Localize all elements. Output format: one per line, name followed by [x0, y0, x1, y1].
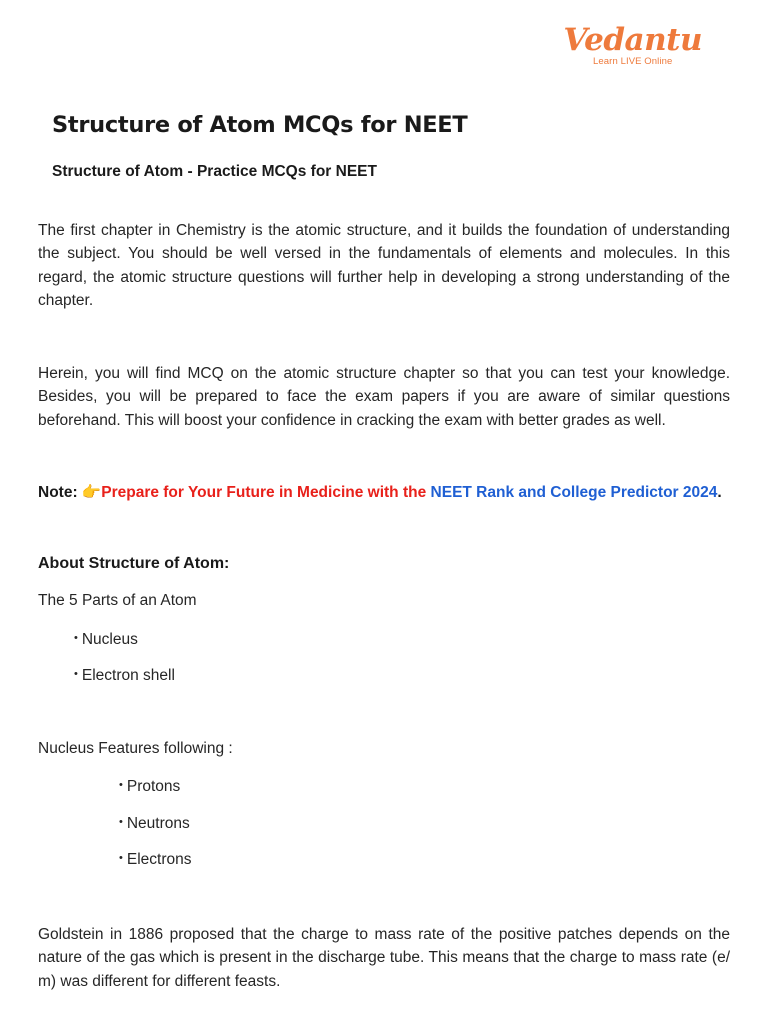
list-item-text: Electrons [126, 851, 192, 868]
list-item-text: Nucleus [81, 631, 138, 648]
note-period: . [717, 484, 722, 501]
nucleus-label: Nucleus Features following : [38, 740, 233, 757]
intro-paragraph: The first chapter in Chemistry is the atomic structure, and it builds the foundation of understanding the subject. You should be well versed in the fundamentals of elements and molecules. In this regard, the atomic structure questions will further help in developing a strong understanding of the chapter. [38, 222, 730, 309]
list-item-text: Neutrons [126, 815, 190, 832]
bullet-icon: • [119, 816, 123, 828]
about-heading: About Structure of Atom: [38, 555, 230, 572]
bullet-icon: • [74, 668, 78, 680]
list-item [74, 631, 138, 649]
neet-predictor-link[interactable]: NEET Rank and College Predictor 2024 [430, 484, 718, 501]
logo-tagline: Learn LIVE Online [593, 56, 673, 67]
bullet-icon: • [119, 852, 123, 864]
vedantu-logo[interactable] [563, 22, 702, 67]
list-item [119, 778, 180, 796]
goldstein-paragraph: Goldstein in 1886 proposed that the charge to mass rate of the positive patches depends on the nature of the gas which is present in the discharge tube. This means that the charge to mass rate (e/ m) was different for different feasts. [38, 926, 730, 990]
note-line [38, 481, 722, 504]
pointing-hand-icon: 👉 [81, 483, 102, 501]
list-item-text: Electron shell [81, 667, 175, 684]
list-item [74, 667, 175, 685]
note-promo-text: Prepare for Your Future in Medicine with the [101, 484, 427, 501]
page-subtitle: Structure of Atom - Practice MCQs for NEET [52, 163, 377, 180]
parts-label: The 5 Parts of an Atom [38, 592, 197, 609]
logo-wordmark: Vedantu [563, 22, 702, 58]
bullet-icon: • [119, 779, 123, 791]
page-title: Structure of Atom MCQs for NEET [52, 112, 468, 138]
mcq-paragraph: Herein, you will find MCQ on the atomic structure chapter so that you can test your knowledge. Besides, you will be prepared to face the exam papers if you are aware of similar questions beforehand. This will boost your confidence in cracking the exam with better grades as well. [38, 365, 730, 429]
list-item-text: Protons [126, 778, 181, 795]
list-item [119, 851, 191, 869]
list-item [119, 815, 190, 833]
note-label: Note: [38, 484, 78, 501]
bullet-icon: • [74, 632, 78, 644]
